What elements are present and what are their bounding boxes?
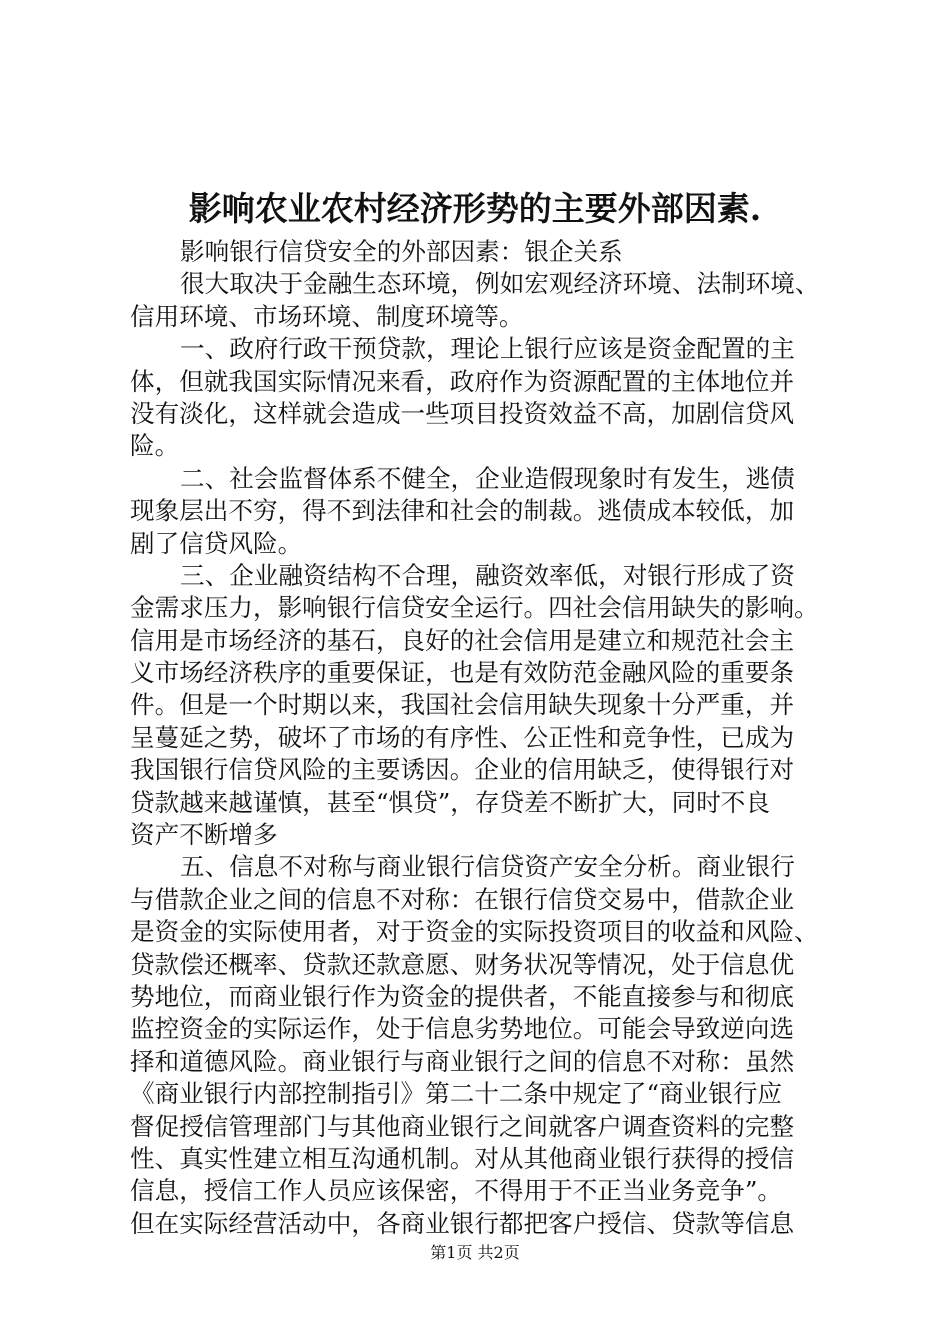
text-line: 险。	[130, 431, 180, 461]
text-line: 义市场经济秩序的重要保证，也是有效防范金融风险的重要条	[130, 658, 795, 688]
text-line: 是资金的实际使用者，对于资金的实际投资项目的收益和风险、	[130, 917, 819, 947]
text-line: 呈蔓延之势，破坏了市场的有序性、公正性和竞争性，已成为	[130, 722, 795, 752]
text-line: 督促授信管理部门与其他商业银行之间就客户调查资料的完整	[130, 1111, 795, 1141]
text-line: 信息，授信工作人员应该保密，不得用于不正当业务竞争”。	[130, 1176, 783, 1206]
text-line: 监控资金的实际运作，处于信息劣势地位。可能会导致逆向选	[130, 1014, 795, 1044]
page-number-footer: 第1页 共2页	[430, 1243, 520, 1262]
text-line: 《商业银行内部控制指引》第二十二条中规定了“商业银行应	[130, 1079, 783, 1109]
text-line: 体，但就我国实际情况来看，政府作为资源配置的主体地位并	[130, 366, 795, 396]
document-title: 影响农业农村经济形势的主要外部因素.	[188, 189, 762, 228]
text-line: 影响银行信贷安全的外部因素：银企关系	[180, 237, 623, 266]
text-line: 现象层出不穷，得不到法律和社会的制裁。逃债成本较低，加	[130, 496, 795, 526]
text-line: 信用是市场经济的基石，良好的社会信用是建立和规范社会主	[130, 625, 795, 655]
text-line: 三、企业融资结构不合理，融资效率低，对银行形成了资	[180, 560, 795, 590]
text-line: 信用环境、市场环境、制度环境等。	[130, 301, 524, 331]
text-line: 贷款越来越谨慎，甚至“惧贷”，存贷差不断扩大，同时不良	[130, 787, 770, 817]
text-line: 二、社会监督体系不健全，企业造假现象时有发生，逃债	[180, 463, 795, 493]
text-line: 与借款企业之间的信息不对称：在银行信贷交易中，借款企业	[130, 884, 795, 914]
text-line: 一、政府行政干预贷款，理论上银行应该是资金配置的主	[180, 334, 795, 364]
text-line: 五、信息不对称与商业银行信贷资产安全分析。商业银行	[180, 852, 795, 882]
text-line: 贷款偿还概率、贷款还款意愿、财务状况等情况，处于信息优	[130, 949, 795, 979]
text-line: 我国银行信贷风险的主要诱因。企业的信用缺乏，使得银行对	[130, 755, 795, 785]
text-line: 但在实际经营活动中，各商业银行都把客户授信、贷款等信息	[130, 1208, 795, 1238]
text-line: 资产不断增多	[130, 820, 278, 850]
text-line: 没有淡化，这样就会造成一些项目投资效益不高，加剧信贷风	[130, 398, 795, 428]
text-line: 择和道德风险。商业银行与商业银行之间的信息不对称：虽然	[130, 1046, 795, 1076]
text-line: 件。但是一个时期以来，我国社会信用缺失现象十分严重，并	[130, 690, 795, 720]
text-line: 性、真实性建立相互沟通机制。对从其他商业银行获得的授信	[130, 1143, 795, 1173]
document-body	[130, 236, 830, 1240]
text-line: 势地位，而商业银行作为资金的提供者，不能直接参与和彻底	[130, 981, 795, 1011]
text-line: 很大取决于金融生态环境，例如宏观经济环境、法制环境、	[180, 269, 820, 299]
text-line: 金需求压力，影响银行信贷安全运行。四社会信用缺失的影响。	[130, 593, 819, 623]
text-line: 剧了信贷风险。	[130, 528, 303, 558]
